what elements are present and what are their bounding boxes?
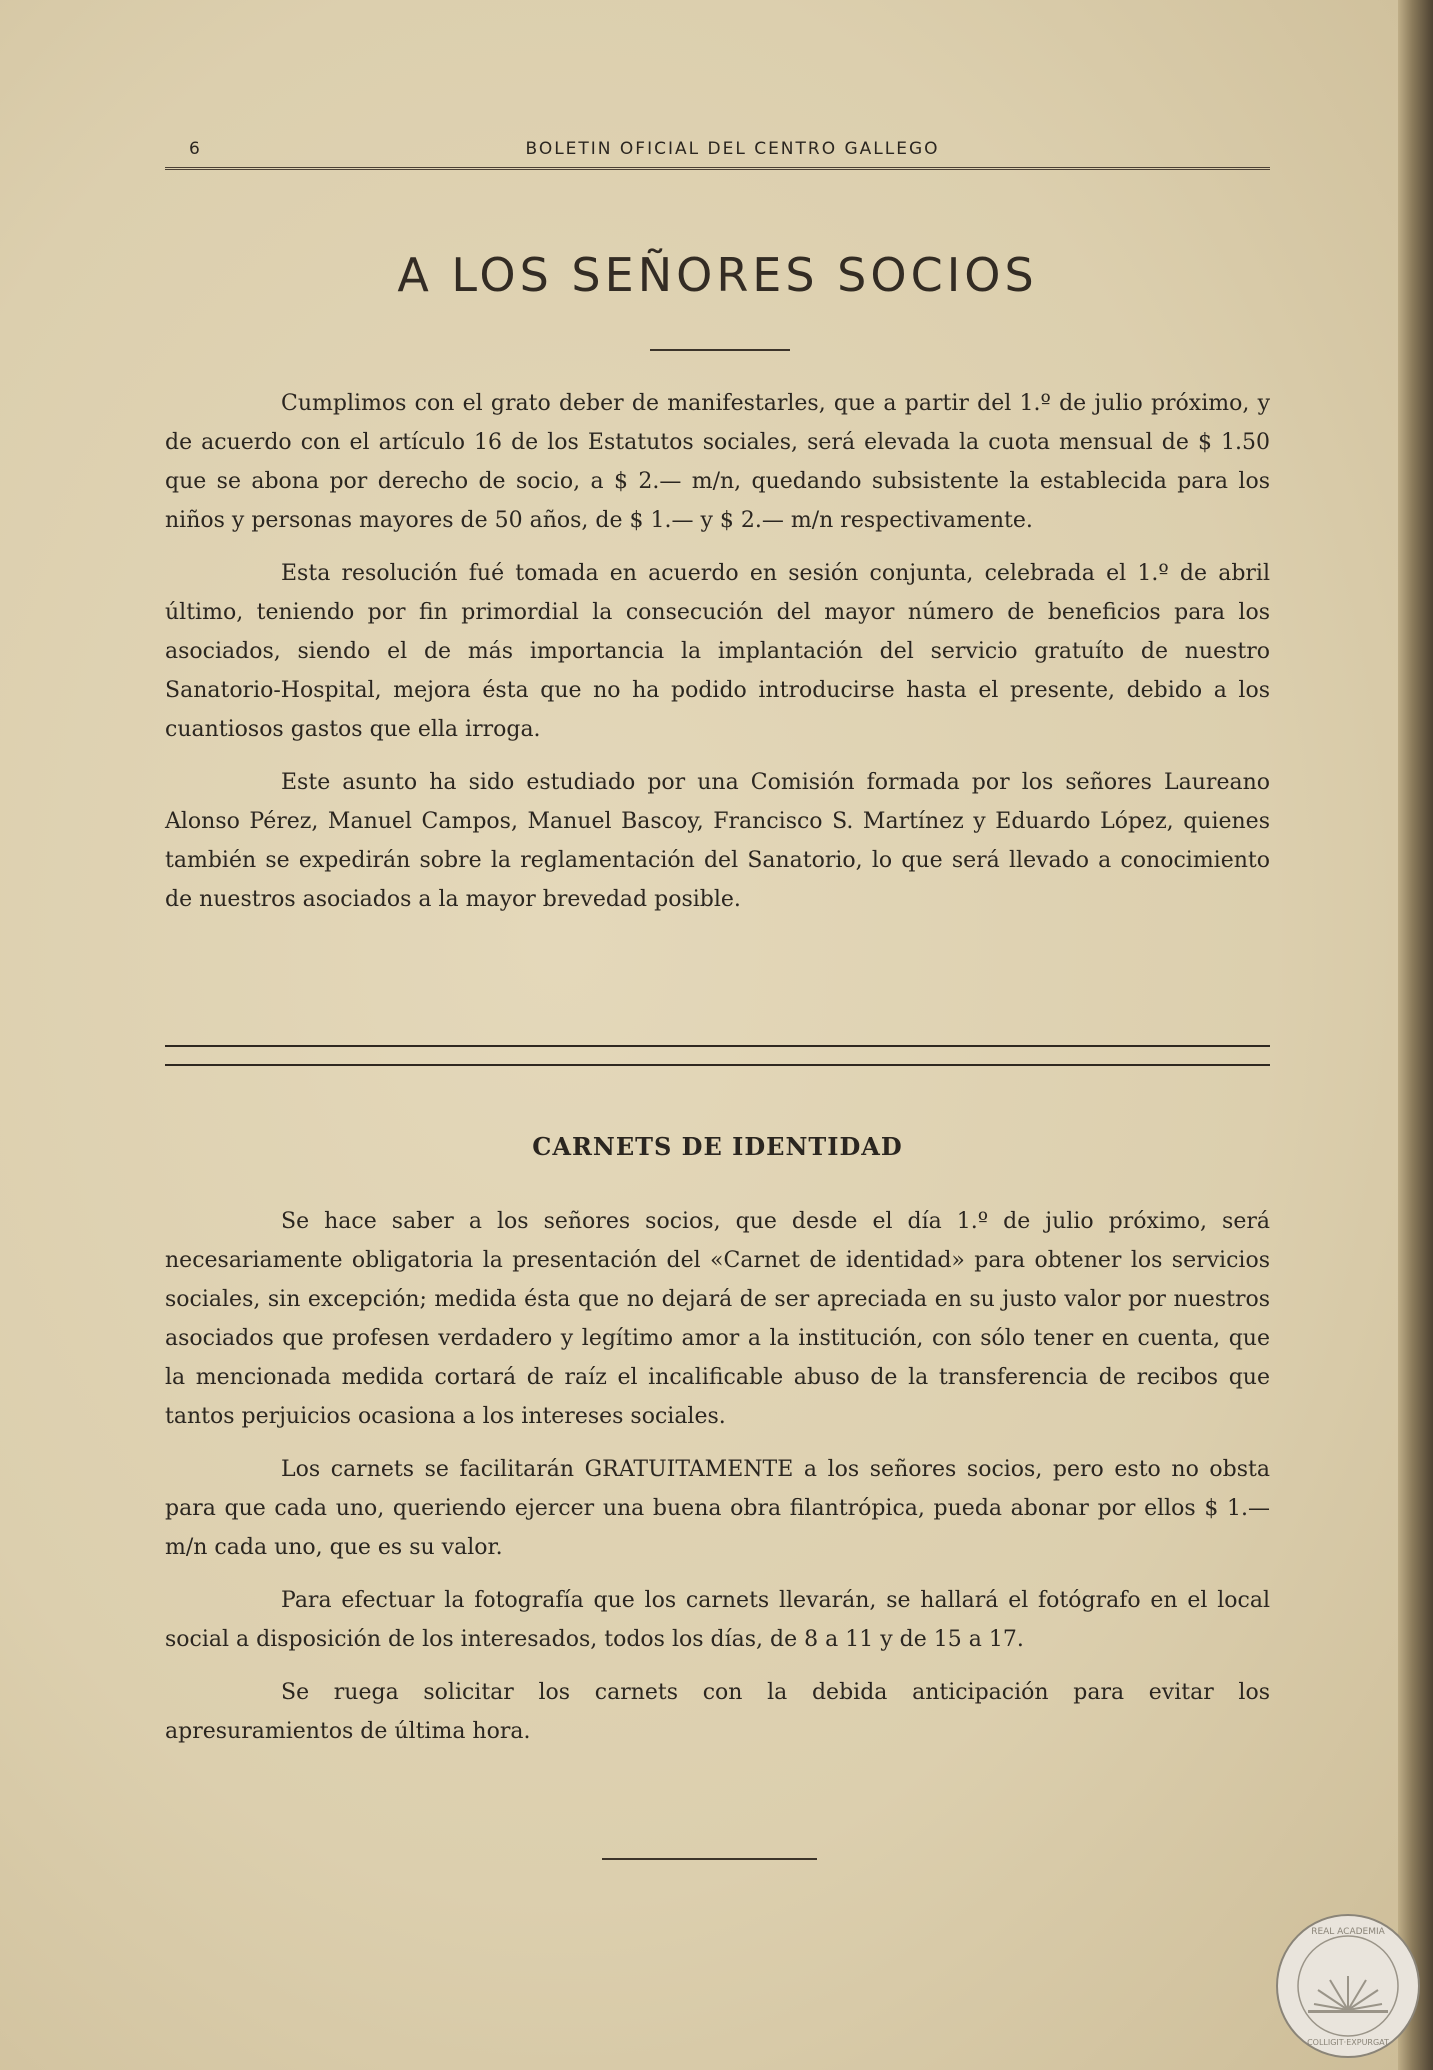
section-separator-bottom [165, 1064, 1270, 1066]
section-title-carnets: CARNETS DE IDENTIDAD [532, 1132, 903, 1161]
paragraph: Para efectuar la fotografía que los carnets llevarán, se hallará el fotógrafo en el local social a disposición de los interesados, todos los días, de 8 a 11 y de 15 a 17. [165, 1588, 1270, 1652]
running-header [165, 137, 1270, 170]
page-edge [1398, 0, 1433, 2070]
section-socios-body [165, 384, 1270, 919]
paragraph: Este asunto ha sido estudiado por una Comisión formada por los señores Laureano Alonso Pérez, Manuel Campos, Manuel Bascoy, Francisco S. Martínez y Eduardo López, quienes también se expedirán sobre la reglamentación del Sanatorio, lo que será llevado a conocimiento de nuestros asociados a la mayor brevedad posible. [165, 770, 1270, 912]
paragraph: Los carnets se facilitarán GRATUITAMENTE a los señores socios, pero esto no obsta para que cada uno, queriendo ejercer una buena obra filantrópica, pueda abonar por ellos $ 1.— m/n cada uno, que es su valor. [165, 1457, 1270, 1560]
paragraph: Esta resolución fué tomada en acuerdo en sesión conjunta, celebrada el 1.º de abril último, teniendo por fin primordial la consecución del mayor número de beneficios para los asociados, siendo el de más importancia la implantación del servicio gratuíto de nuestro Sanatorio-Hospital, mejora ésta que no ha podido introducirse hasta el presente, debido a los cuantiosos gastos que ella irroga. [165, 561, 1270, 742]
library-seal-stamp [1274, 1912, 1422, 2060]
page-number: 6 [189, 139, 202, 159]
paragraph: Se hace saber a los señores socios, que desde el día 1.º de julio próximo, será necesariamente obligatoria la presentación del «Carnet de identidad» para obtener los servicios sociales, sin excepción; medida ésta que no dejará de ser apreciada en su justo valor por nuestros asociados que profesen verdadero y legítimo amor a la institución, con sólo tener en cuenta, que la mencionada medida cortará de raíz el incalificable abuso de la transferencia de recibos que tantos perjuicios ocasiona a los intereses sociales. [165, 1209, 1270, 1429]
svg-text:REAL ACADEMIA: REAL ACADEMIA [1311, 1927, 1385, 1937]
publication-title: BOLETIN OFICIAL DEL CENTRO GALLEGO [525, 139, 940, 159]
section-carnets-body [165, 1202, 1270, 1751]
section-separator-top [165, 1045, 1270, 1047]
paragraph: Se ruega solicitar los carnets con la debida anticipación para evitar los apresuramientos de última hora. [165, 1680, 1270, 1744]
title-divider [650, 349, 790, 351]
paragraph: Cumplimos con el grato deber de manifestarles, que a partir del 1.º de julio próximo, y de acuerdo con el artículo 16 de los Estatutos sociales, será elevada la cuota mensual de $ 1.50 que se abona por derecho de socio, a $ 2.— m/n, quedando subsistente la establecida para los niños y personas mayores de 50 años, de $ 1.— y $ 2.— m/n respectivamente. [165, 391, 1270, 533]
section-title-socios: A LOS SEÑORES SOCIOS [397, 248, 1038, 302]
end-divider [602, 1858, 817, 1860]
svg-text:COLLIGIT·EXPURGAT: COLLIGIT·EXPURGAT [1307, 2038, 1389, 2047]
